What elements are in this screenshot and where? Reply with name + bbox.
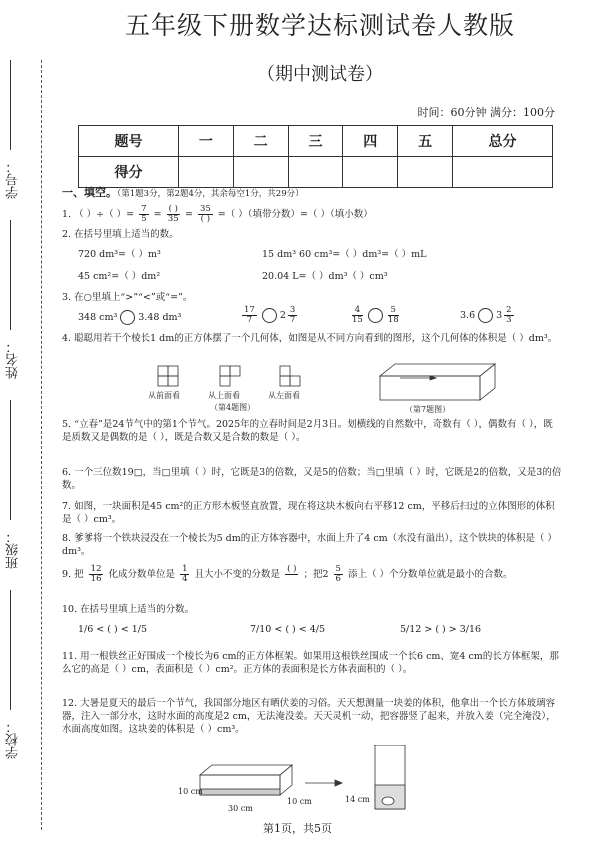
question-number: 8.: [62, 533, 72, 544]
compare-circle[interactable]: [368, 308, 383, 323]
q9-part-d: ；把2: [303, 569, 329, 580]
fraction: [288, 306, 297, 325]
question-number: 9.: [62, 569, 72, 580]
fraction: [242, 306, 257, 325]
cut-line: [41, 60, 42, 830]
view-top-label: 从上面看: [208, 391, 240, 400]
q7-figure: [370, 358, 510, 406]
question-5: [62, 418, 562, 444]
question-text: 聪聪用若干个棱长1 dm的正方体摆了一个几何体，如图是从不同方向看到的图形，这个几何体的体积是（ ）dm³。: [74, 333, 558, 344]
numerator: 17: [244, 305, 255, 315]
question-text: 用一根铁丝正好围成一个棱长为6 cm的正方体框架。如果用这根铁丝围成一个长6 cm、宽4 cm的长方体框架，那么它的高是（ ）cm，表面积是（ ）cm²。正方体的表面积是长方体表面积的（ ）。: [62, 651, 559, 675]
page-title: 五年级下册数学达标测试卷人教版: [124, 11, 515, 40]
question-number: 10.: [62, 604, 78, 615]
fraction: [388, 306, 399, 325]
denominator: 6: [335, 574, 341, 584]
binding-strip: [0, 0, 55, 841]
score-table: [78, 125, 553, 188]
xingming-label: 姓名：: [6, 340, 21, 379]
fraction: [180, 565, 189, 584]
dim-height-label: 10 cm: [178, 787, 203, 796]
q2-item-4: 20.04 L=（ ）dm³（ ）cm³: [262, 271, 388, 282]
section-1-note: （第1题3分，第2题4分，其余每空1分，共29分）: [117, 189, 304, 199]
xingming-line: [10, 220, 11, 330]
denominator: 7: [246, 315, 253, 325]
q9-part-a: 把: [74, 569, 84, 580]
equals: =: [153, 209, 162, 220]
question-8: [62, 532, 562, 558]
question-number: 12.: [62, 698, 78, 709]
answer-fraction[interactable]: ( ): [287, 564, 297, 574]
question-number: 11.: [62, 651, 78, 662]
q2-item-2: 15 dm³ 60 cm³=（ ）dm³=（ ）mL: [262, 249, 427, 260]
question-number: 6.: [62, 467, 72, 478]
question-text: 在括号里填上适当的分数。: [80, 604, 195, 615]
question-text: 大暑是夏天的最后一个节气，我国部分地区有晒伏姜的习俗。天天想测量一块姜的体积，他拿出一个长方体玻璃容器，注入一部分水，这时水面的高度是2 cm，无法淹没姜。天天灵机一动，把容器竖了起来，并放入姜（完全淹没），水面高度如图。这块姜的体积是（ ）cm³。: [62, 698, 556, 735]
numerator: 4: [352, 306, 363, 316]
question-number: 1.: [62, 209, 72, 220]
question-number: 3.: [62, 292, 72, 303]
dim-water-label: 14 cm: [345, 795, 370, 804]
q1-fraction-3: [198, 205, 213, 224]
xuehao-line: [10, 60, 11, 150]
question-text: 爹爹将一个铁块浸没在一个棱长为5 dm的正方体容器中，水面上升了4 cm（水没有溢出），这个铁块的体积是（ ）dm³。: [62, 533, 557, 557]
numerator: ( ): [168, 204, 178, 214]
question-text: 在括号里填上适当的数。: [74, 229, 179, 240]
question-number: 4.: [62, 333, 72, 344]
question-text: 如图，一块面积是45 cm²的正方形木板竖直放置，现在将这块木板向右平移12 cm，平移后扫过的立体图形的体积是（ ）cm³。: [62, 501, 555, 525]
question-number: 5.: [62, 419, 72, 430]
q3-compare-2: [240, 306, 299, 325]
page-subtitle: （期中测试卷）: [257, 64, 383, 85]
equals: =: [184, 209, 193, 220]
xuexiao-line: [10, 590, 11, 710]
score-table-score-row: [79, 157, 553, 188]
question-4: [62, 332, 562, 345]
q3-compare-1: [78, 310, 181, 325]
q3-compare-3: [350, 306, 401, 325]
xuehao-label: 学号：: [6, 160, 21, 199]
question-text: 在○里填上“>”“<”或“=”。: [74, 292, 193, 303]
compare-circle[interactable]: [120, 310, 135, 325]
question-number: 7.: [62, 501, 72, 512]
q9-part-c: 且大小不变的分数是: [194, 569, 281, 580]
score-cell: 总分: [453, 126, 553, 157]
dim-width-label: 10 cm: [287, 797, 312, 806]
q1-fraction-1: [139, 205, 148, 224]
q1-fraction-2: [167, 205, 180, 224]
q2-item-3: 45 cm²=（ ）dm²: [78, 271, 161, 282]
compare-circle[interactable]: [262, 308, 277, 323]
question-12: [62, 697, 562, 736]
question-6: [62, 466, 562, 492]
question-9: [62, 565, 562, 584]
score-input-cell[interactable]: [343, 157, 398, 188]
figure-4-caption: （第4题图）: [210, 403, 256, 412]
score-cell: 三: [288, 126, 343, 157]
xuexiao-label: 学校：: [6, 720, 21, 759]
numerator: 7: [141, 204, 147, 214]
numerator: 5: [335, 564, 341, 574]
denominator: 7: [289, 315, 296, 325]
whole-part: 3: [496, 310, 503, 321]
question-10: [62, 603, 562, 616]
dim-length-label: 30 cm: [228, 804, 253, 813]
numerator: 3: [289, 305, 296, 315]
denominator: 5: [141, 214, 147, 224]
fraction: [89, 565, 104, 584]
q10-item-2: 7/10 < ( ) < 4/5: [250, 624, 326, 635]
q1-tail: =（ ）（填带分数）=（ ）（填小数）: [217, 209, 373, 220]
view-left-label: 从左面看: [268, 391, 300, 400]
fraction: [352, 306, 363, 325]
question-1: [62, 205, 562, 224]
q10-item-3: 5/12 > ( ) > 3/16: [400, 624, 482, 635]
numerator: 1: [182, 564, 188, 574]
section-1-header: [62, 186, 562, 201]
question-2: [62, 228, 562, 241]
denominator: 16: [90, 574, 102, 584]
score-input-cell[interactable]: [453, 157, 553, 188]
question-7: [62, 500, 562, 526]
question-text: “立春”是24节气中的第1个节气。2025年的立春时间是2月3日。划横线的自然数中，奇数有（ ），偶数有（ ），既是质数又是偶数的是（ ），既是合数又是合数的数是（ ）。: [62, 419, 553, 443]
q1-part-a: （ ）÷（ ）=: [74, 209, 135, 220]
fraction: [504, 306, 513, 325]
q10-item-1: 1/6 < ( ) < 1/5: [78, 624, 148, 635]
denominator: ( ): [200, 214, 211, 224]
left-value: 3.6̇: [460, 310, 476, 321]
banji-label: 班级：: [6, 530, 21, 569]
score-cell: 四: [343, 126, 398, 157]
q9-part-b: 化成分数单位是: [108, 569, 176, 580]
denominator: 15: [352, 315, 363, 325]
denominator: 18: [387, 315, 399, 325]
score-input-cell[interactable]: [398, 157, 453, 188]
numerator: 12: [90, 564, 102, 574]
numerator: 2: [506, 305, 512, 315]
numerator: 5: [388, 306, 399, 316]
section-1-title: 一、填空。: [62, 186, 117, 199]
score-cell: 题号: [79, 126, 179, 157]
page-footer: 第1页，共5页: [263, 822, 332, 835]
q9-part-e: 添上（ ）个分数单位就是最小的合数。: [347, 569, 513, 580]
score-table-header-row: [79, 126, 553, 157]
view-front-label: 从前面看: [148, 391, 180, 400]
time-info: 时间：60分钟 满分：100分: [417, 106, 555, 119]
banji-line: [10, 400, 11, 520]
numerator: 35: [199, 204, 211, 214]
score-cell: 二: [233, 126, 288, 157]
question-11: [62, 650, 562, 676]
score-input-cell[interactable]: [178, 157, 233, 188]
score-row-label: 得分: [79, 157, 179, 188]
question-3: [62, 291, 562, 304]
score-input-cell[interactable]: [233, 157, 288, 188]
compare-circle[interactable]: [478, 308, 493, 323]
figure-7-caption: （第7题图）: [405, 405, 451, 414]
question-text: 一个三位数19□，当□里填（ ）时，它既是3的倍数，又是5的倍数；当□里填（ ）时，它既是2的倍数，又是3的倍数。: [62, 467, 562, 491]
fraction: [334, 565, 343, 584]
score-cell: 一: [178, 126, 233, 157]
score-input-cell[interactable]: [288, 157, 343, 188]
whole-part: 2: [279, 310, 286, 321]
denominator: 35: [167, 214, 179, 224]
q2-item-1: 720 dm³=（ ）m³: [78, 249, 161, 260]
score-cell: 五: [398, 126, 453, 157]
denominator: 3: [506, 315, 512, 325]
right-value: 3.48 dm³: [138, 312, 182, 323]
q3-compare-4: [460, 306, 516, 325]
question-number: 2.: [62, 229, 72, 240]
denominator: 4: [182, 574, 188, 584]
left-value: 348 cm³: [78, 312, 118, 323]
